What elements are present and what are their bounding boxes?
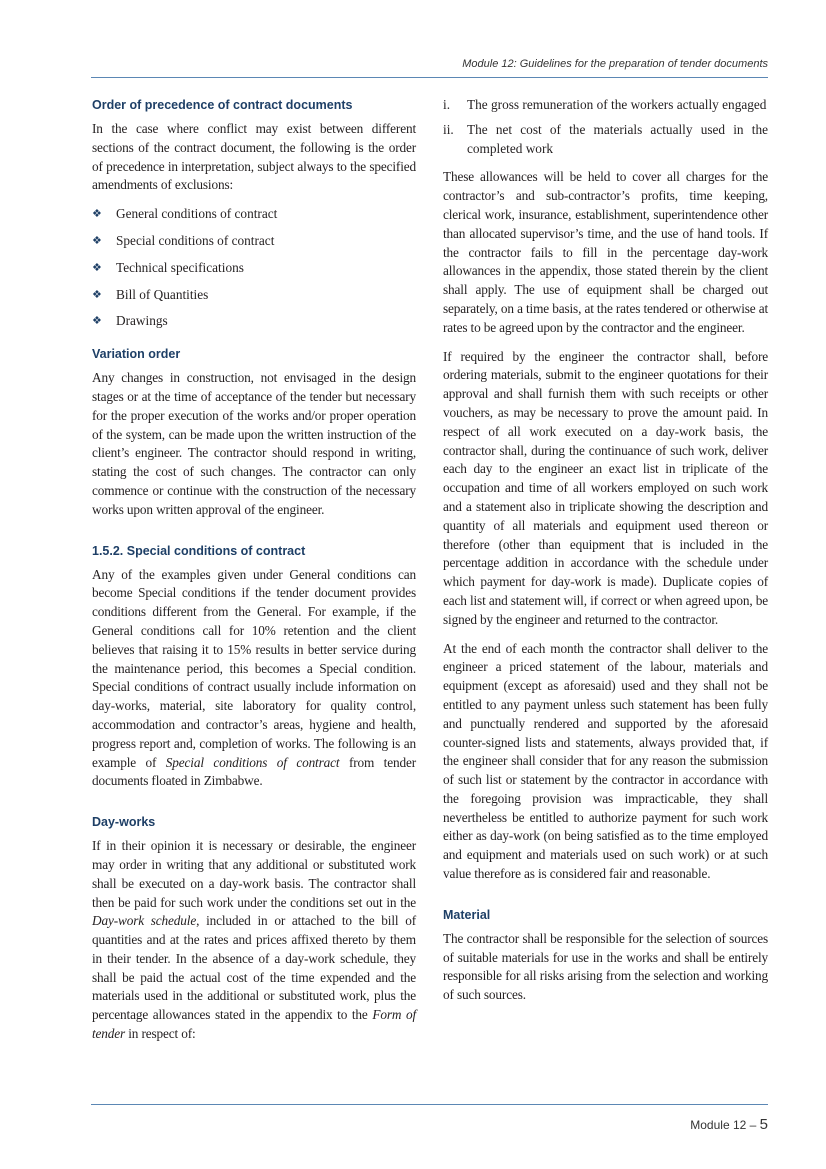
header-rule [91, 77, 768, 78]
right-column [443, 96, 768, 1015]
list-item: ❖ Bill of Quantities [92, 286, 416, 305]
quotations-paragraph: If required by the engineer the contractor shall, before ordering materials, submit to the engineer quotations for their approval and shall furnish them with such receipts or other vouchers, as may be necessary to prove the amount paid. In respect of all work executed on a day-work basis, the contractor shall, during the continuance of such work, deliver each day to the engineer an exact list in triplicate of the occupation and time of all workers employed on such work and a statement also in triplicate showing the description and quantity of all materials and equipment used thereon or therefore (other than equipment that is included in the percentage addition in accordance with the schedule under which payment for day-work is made). Duplicate copies of each list and statement will, if correct or when agreed upon, be signed by the engineer and returned to the contractor. [443, 348, 768, 627]
material-text: The contractor shall be responsible for the selection of sources of suitable materials for use in the works and shall be entirely responsible for all risks arising from the selection and working of such sources. [443, 930, 768, 1003]
special-conditions-heading: 1.5.2. Special conditions of contract [92, 543, 306, 558]
precedence-intro: In the case where conflict may exist between different sections of the contract document, the following is the order of precedence in interpretation, subject always to the specified amendments of exclusions: [92, 121, 416, 193]
diamond-bullet-icon: ❖ [92, 315, 102, 328]
material-heading: Material [443, 907, 491, 922]
precedence-list [92, 205, 416, 331]
footer-rule [91, 1104, 768, 1105]
list-item: i. The gross remuneration of the workers actually engaged [443, 97, 767, 112]
variation-text: Any changes in construction, not envisaged in the design stages or at the time of acceptance of the tender but necessary for the proper execution of the works and/or proper operation of the system, can be made upon the written instruction of the client’s engineer. The contractor should respond in writing, stating the cost of such changes. The contractor can only commence or continue with the construction of the necessary works upon written approval of the engineer. [92, 370, 416, 517]
diamond-bullet-icon: ❖ [92, 261, 102, 274]
variation-heading: Variation order [92, 347, 181, 362]
page-number: 5 [759, 1116, 768, 1133]
dayworks-heading: Day-works [92, 815, 156, 830]
list-item: ❖ General conditions of contract [92, 205, 416, 224]
precedence-heading: Order of precedence of contract documents [92, 98, 353, 112]
diamond-bullet-icon: ❖ [92, 288, 102, 301]
special-conditions-text: Any of the examples given under General conditions can become Special conditions if the tender document provides conditions different from the General. For example, if the General conditions call for 10% retention and the client believes that raising it to 15% results in better service during the maintenance period, this becomes a Special condition. Special conditions of contract usually include information on day-works, material, site laboratory for quality control, accommodation and contractor’s areas, hygiene and health, progress report and, completion of works. The following is an example of Special conditions of contract from tender documents floated in Zimbabwe. [92, 566, 417, 789]
diamond-bullet-icon: ❖ [92, 234, 102, 247]
list-item: ii. The net cost of the materials actually used in the completed work [443, 121, 768, 156]
allowance-list [443, 96, 768, 158]
left-column [92, 96, 416, 1054]
dayworks-text: If in their opinion it is necessary or desirable, the engineer may order in writing that any additional or substituted work shall be executed on a day-work basis. The contractor shall then be paid for such work under the conditions set out in the Day-work schedule, included in or attached to the bill of quantities and at the rates and prices affixed thereto by them in their tender. In the absence of a day-work schedule, they shall be paid the actual cost of the time expended and the materials used in the additional or substituted work, plus the percentage allowances stated in the appendix to the Form of tender in respect of: [92, 838, 417, 1042]
monthly-statement-paragraph: At the end of each month the contractor shall deliver to the engineer a priced statement of the labour, materials and equipment (except as aforesaid) used and they shall not be entitled to any payment unless such statement has been fully and punctually rendered and supported by the aforesaid counter-signed lists and statements, always provided that, if the engineer shall consider that for any reason the submission of such list or statement by the contractor in accordance with the foregoing provision was impracticable, they shall nevertheless be entitled to authorize payment for such work either as day-work (on being satisfied as to the time employed and equipment and materials used on such work) or at such value therefore as is considered fair and reasonable. [443, 640, 768, 882]
list-item: ❖ Drawings [92, 312, 416, 331]
diamond-bullet-icon: ❖ [92, 208, 102, 221]
list-item: ❖ Technical specifications [92, 259, 416, 278]
running-header: Module 12: Guidelines for the preparation of tender documents [462, 58, 768, 70]
allowances-paragraph: These allowances will be held to cover all charges for the contractor’s and sub-contractor’s profits, time keeping, clerical work, insurance, establishment, superintendence other than allocated supervisor’s time, and the use of hand tools. If the contractor fails to fill in the percentage day-work allowances in the appendix, those stated therein by the client shall apply. The use of equipment shall be charged out separately, on a time basis, at the rates tendered or otherwise at rates to be agreed upon by the contractor and the engineer. [443, 169, 768, 335]
page-footer [690, 1116, 768, 1133]
list-item: ❖ Special conditions of contract [92, 232, 416, 251]
module-label: Module 12 – [690, 1118, 757, 1132]
